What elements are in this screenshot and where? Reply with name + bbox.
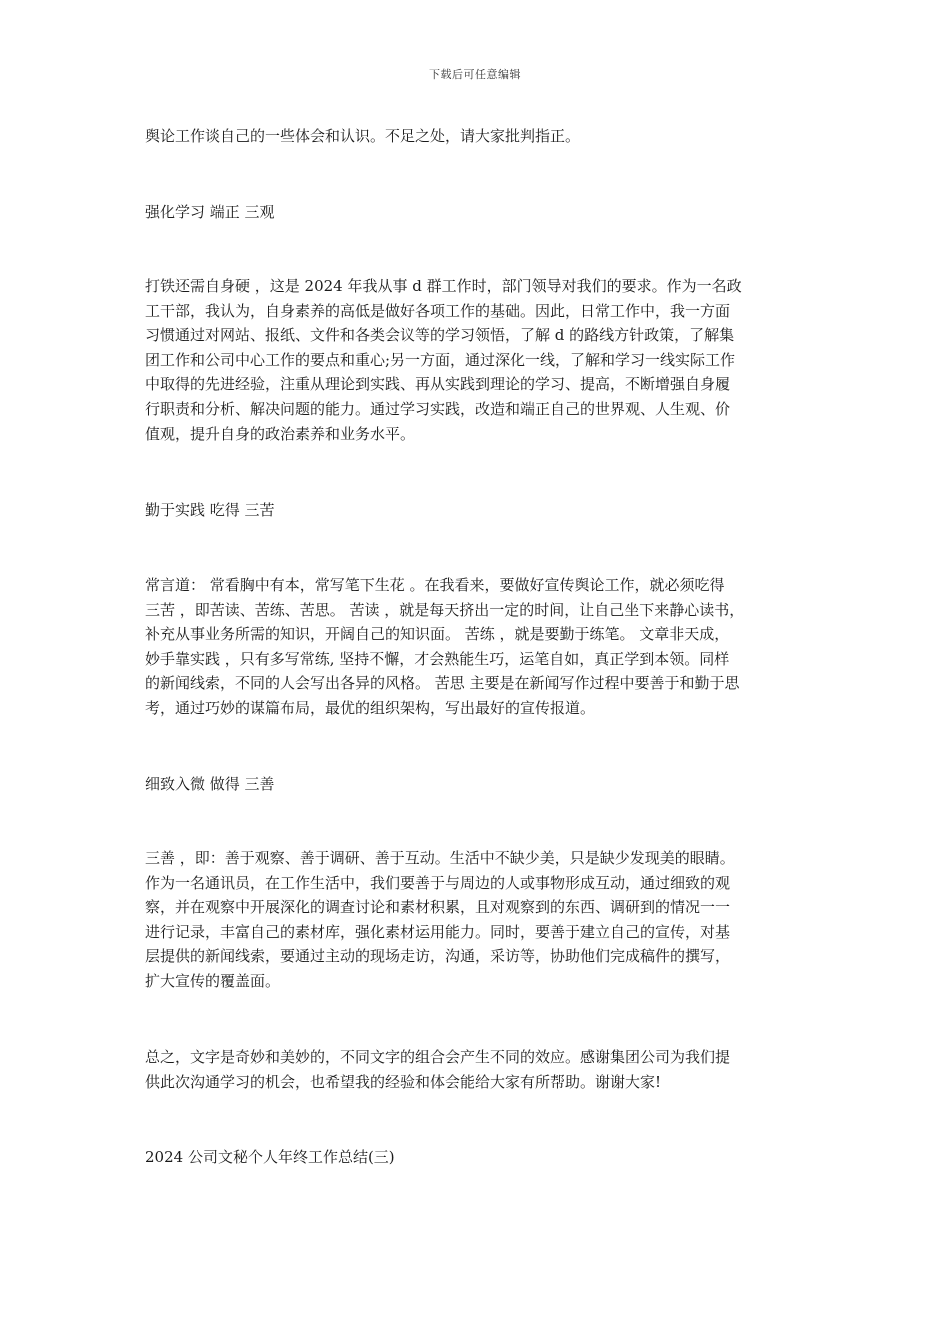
section-heading-practice (145, 498, 815, 523)
section-heading-detail (145, 772, 815, 797)
paragraph-line: 供此次沟通学习的机会，也希望我的经验和体会能给大家有所帮助。谢谢大家! (145, 1072, 662, 1091)
intro-paragraph (145, 124, 815, 149)
section-paragraph-study (145, 274, 815, 446)
section-heading: 细致入微 做得 三善 (145, 775, 275, 793)
paragraph-line: 三苦 ，即苦读、苦练、苦思。 苦读 ，就是每天挤出一定的时间，让自己坐下来静心读书， (145, 600, 745, 619)
paragraph-line: 三善 ，即：善于观察、善于调研、善于互动。生活中不缺少美，只是缺少发现美的眼睛。 (145, 849, 735, 867)
paragraph-line: 察，并在观察中开展深化的调查讨论和素材积累，且对观察到的东西、调研到的情况一一 (145, 898, 731, 917)
paragraph-line: 常言道： 常看胸中有本，常写笔下生花 。在我看来，要做好宣传舆论工作，就必须吃得 (145, 576, 725, 594)
section-heading-study (145, 200, 815, 225)
paragraph-line: 考，通过巧妙的谋篇布局，最优的组织架构，写出最好的宣传报道。 (145, 698, 596, 717)
paragraph-line: 工干部，我认为，自身素养的高低是做好各项工作的基础。因此，日常工作中，我一方面 (145, 301, 731, 320)
conclusion-paragraph (145, 1045, 815, 1094)
page-header-watermark: 下载后可任意编辑 (429, 68, 521, 81)
paragraph-line: 扩大宣传的覆盖面。 (145, 971, 281, 990)
paragraph-line: 值观，提升自身的政治素养和业务水平。 (145, 424, 416, 443)
paragraph-line: 进行记录，丰富自己的素材库，强化素材运用能力。同时，要善于建立自己的宣传，对基 (145, 922, 731, 941)
section-heading: 强化学习 端正 三观 (145, 203, 275, 221)
next-section-title (145, 1145, 815, 1170)
paragraph-line: 作为一名通讯员，在工作生活中，我们要善于与周边的人或事物形成互动，通过细致的观 (145, 873, 731, 892)
paragraph-line: 的新闻线索，不同的人会写出各异的风格。 苦思 主要是在新闻写作过程中要善于和勤于思 (145, 674, 740, 693)
paragraph-line: 打铁还需自身硬 ，这是 2024 年我从事 d 群工作时，部门领导对我们的要求。作为一名政 (145, 277, 742, 295)
paragraph-line: 舆论工作谈自己的一些体会和认识。不足之处，请大家批判指正。 (145, 127, 581, 145)
paragraph-line: 总之，文字是奇妙和美妙的，不同文字的组合会产生不同的效应。感谢集团公司为我们提 (145, 1048, 731, 1066)
paragraph-line: 团工作和公司中心工作的要点和重心;另一方面，通过深化一线，了解和学习一线实际工作 (145, 350, 736, 369)
paragraph-line: 层提供的新闻线索，要通过主动的现场走访，沟通，采访等，协助他们完成稿件的撰写， (145, 947, 731, 966)
section-heading: 勤于实践 吃得 三苦 (145, 501, 275, 519)
paragraph-line: 中取得的先进经验，注重从理论到实践、再从实践到理论的学习、提高，不断增强自身履 (145, 375, 731, 394)
document-title: 2024 公司文秘个人年终工作总结(三) (145, 1148, 395, 1166)
paragraph-line: 习惯通过对网站、报纸、文件和各类会议等的学习领悟，了解 d 的路线方针政策，了解集 (145, 326, 735, 345)
paragraph-line: 行职责和分析、解决问题的能力。通过学习实践，改造和端正自己的世界观、人生观、价 (145, 399, 731, 418)
paragraph-line: 补充从事业务所需的知识，开阔自己的知识面。 苦练 ，就是要勤于练笔。 文章非天成， (145, 625, 730, 644)
section-paragraph-practice (145, 573, 815, 721)
paragraph-line: 妙手靠实践 ，只有多写常练, 坚持不懈，才会熟能生巧，运笔自如，真正学到本领。同样 (145, 649, 730, 668)
section-paragraph-detail (145, 846, 815, 994)
